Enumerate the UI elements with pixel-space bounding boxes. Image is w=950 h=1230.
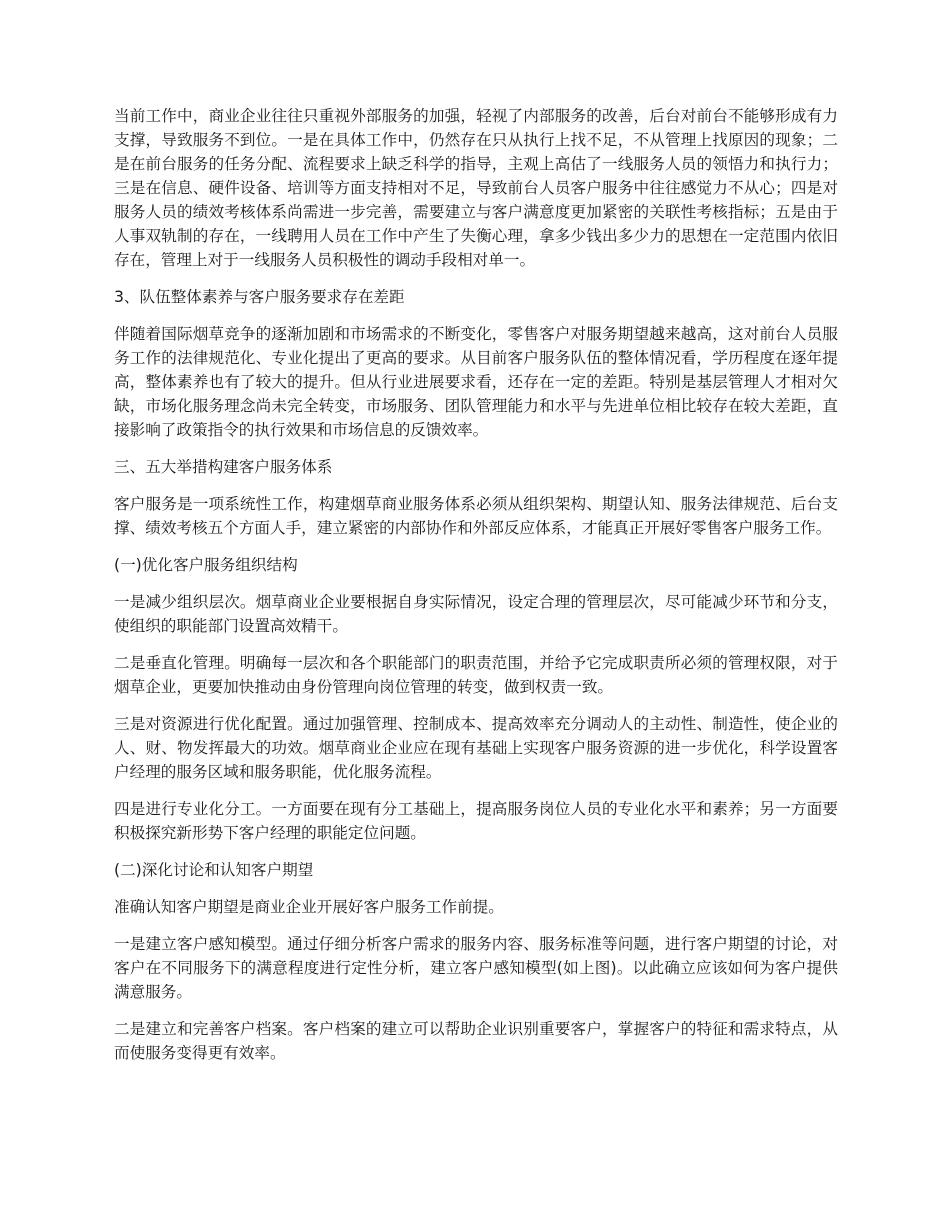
body-paragraph: 一是减少组织层次。烟草商业企业要根据自身实际情况，设定合理的管理层次，尽可能减少环节和分支，使组织的职能部门设置高效精干。 xyxy=(114,593,838,635)
body-paragraph: 客户服务是一项系统性工作，构建烟草商业服务体系必须从组织架构、期望认知、服务法律规范、后台支撑、绩效考核五个方面人手，建立紧密的内部协作和外部反应体系，才能真正开展好零售客户服务工作。 xyxy=(114,495,838,537)
section-heading: 3、队伍整体素养与客户服务要求存在差距 xyxy=(114,288,405,306)
body-paragraph: 伴随着国际烟草竞争的逐渐加剧和市场需求的不断变化，零售客户对服务期望越来越高，这对前台人员服务工作的法律规范化、专业化提出了更高的要求。从目前客户服务队伍的整体情况看，学历程度在逐年提高，整体素养也有了较大的提升。但从行业进展要求看，还存在一定的差距。特别是基层管理人才相对欠缺，市场化服务理念尚未完全转变，市场服务、团队管理能力和水平与先进单位相比较存在较大差距，直接影响了政策指令的执行效果和市场信息的反馈效率。 xyxy=(114,325,838,439)
section-heading: 三、五大举措构建客户服务体系 xyxy=(114,458,333,476)
body-paragraph: 一是建立客户感知模型。通过仔细分析客户需求的服务内容、服务标准等问题，进行客户期望的讨论，对客户在不同服务下的满意程度进行定性分析，建立客户感知模型(如上图)。以此确立应该如何为客户提供满意服务。 xyxy=(114,935,838,1001)
body-paragraph: 三是对资源进行优化配置。通过加强管理、控制成本、提高效率充分调动人的主动性、制造性，使企业的人、财、物发挥最大的功效。烟草商业企业应在现有基础上实现客户服务资源的进一步优化，科学设置客户经理的服务区域和服务职能，优化服务流程。 xyxy=(114,715,838,781)
body-paragraph: 二是建立和完善客户档案。客户档案的建立可以帮助企业识别重要客户，掌握客户的特征和需求特点，从而使服务变得更有效率。 xyxy=(114,1020,838,1062)
body-paragraph: 二是垂直化管理。明确每一层次和各个职能部门的职责范围，并给予它完成职责所必须的管理权限，对于烟草企业，更要加快推动由身份管理向岗位管理的转变，做到权责一致。 xyxy=(114,654,838,696)
body-paragraph: 准确认知客户期望是商业企业开展好客户服务工作前提。 xyxy=(114,898,504,916)
body-paragraph: 四是进行专业化分工。一方面要在现有分工基础上，提高服务岗位人员的专业化水平和素养；另一方面要积极探究新形势下客户经理的职能定位问题。 xyxy=(114,800,838,842)
section-heading: (二)深化讨论和认知客户期望 xyxy=(114,861,314,879)
section-heading: (一)优化客户服务组织结构 xyxy=(114,556,298,574)
body-paragraph: 当前工作中，商业企业往往只重视外部服务的加强，轻视了内部服务的改善，后台对前台不能够形成有力支撑，导致服务不到位。一是在具体工作中，仍然存在只从执行上找不足，不从管理上找原因的现象；二是在前台服务的任务分配、流程要求上缺乏科学的指导，主观上高估了一线服务人员的领悟力和执行力；三是在信息、硬件设备、培训等方面支持相对不足，导致前台人员客户服务中往往感觉力不从心；四是对服务人员的绩效考核体系尚需进一步完善，需要建立与客户满意度更加紧密的关联性考核指标；五是由于人事双轨制的存在，一线聘用人员在工作中产生了失衡心理，拿多少钱出多少力的思想在一定范围内依旧存在，管理上对于一线服务人员积极性的调动手段相对单一。 xyxy=(114,107,838,269)
document-page xyxy=(114,104,838,1078)
